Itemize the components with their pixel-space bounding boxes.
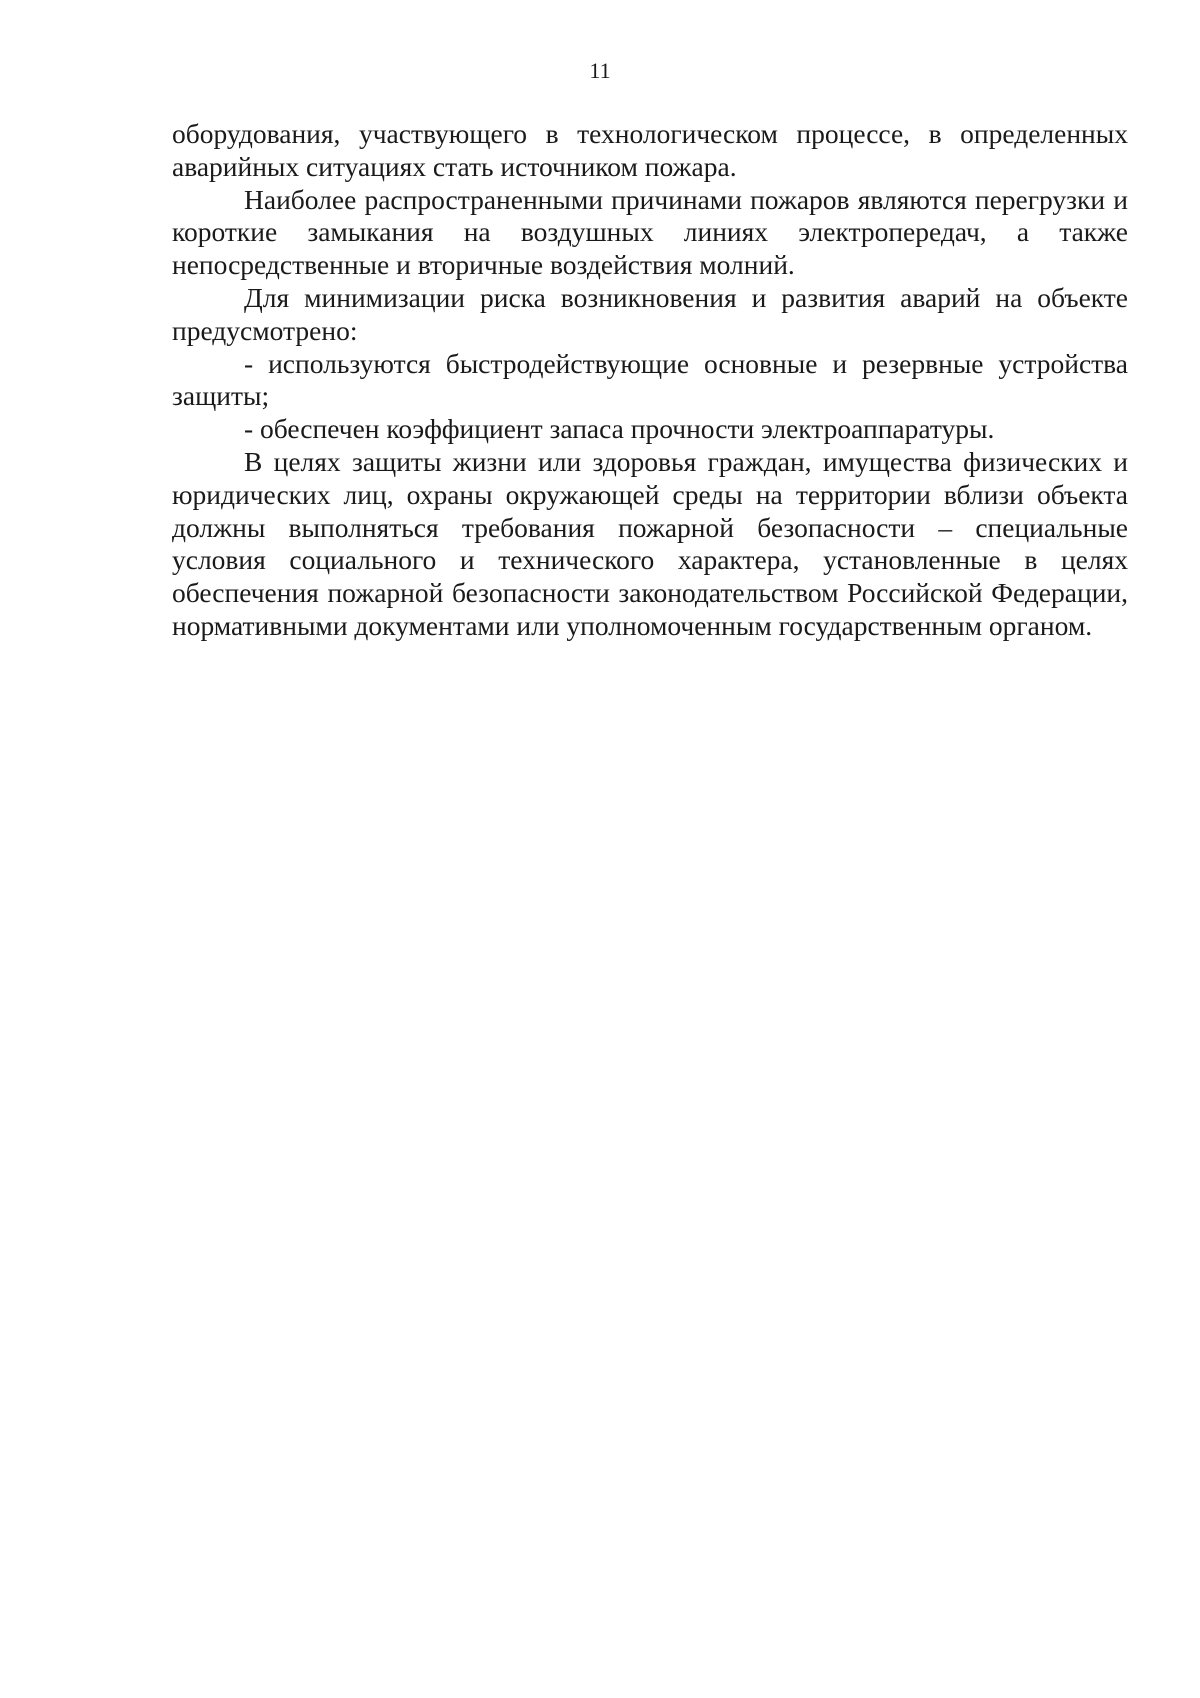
list-item-protection-devices: - используются быстродействующие основные и резервные устройства защиты;	[172, 347, 1128, 412]
paragraph-fire-safety-requirements: В целях защиты жизни или здоровья граждан, имущества физических и юридических лиц, охраны окружающей среды на территории вблизи объекта должны выполняться требования пожарной безопасности – специальные условия социального и технического характера, установленные в целях обеспечения пожарной безопасности законодательством Российской Федерации, нормативными документами или уполномоченным государственным органом.	[172, 445, 1128, 641]
list-item-safety-factor: - обеспечен коэффициент запаса прочности электроаппаратуры.	[244, 413, 995, 445]
page-number: 11	[589, 58, 611, 83]
paragraph-continuation: оборудования, участвующего в технологическом процессе, в определенных аварийных ситуациях стать источником пожара.	[172, 118, 1128, 182]
body-text	[172, 118, 1128, 643]
paragraph-fire-causes: Наиболее распространенными причинами пожаров являются перегрузки и короткие замыкания на воздушных линиях электропередач, а также непосредственные и вторичные воздействия молний.	[172, 183, 1128, 281]
paragraph-risk-minimization: Для минимизации риска возникновения и развития аварий на объекте предусмотрено:	[172, 281, 1128, 346]
